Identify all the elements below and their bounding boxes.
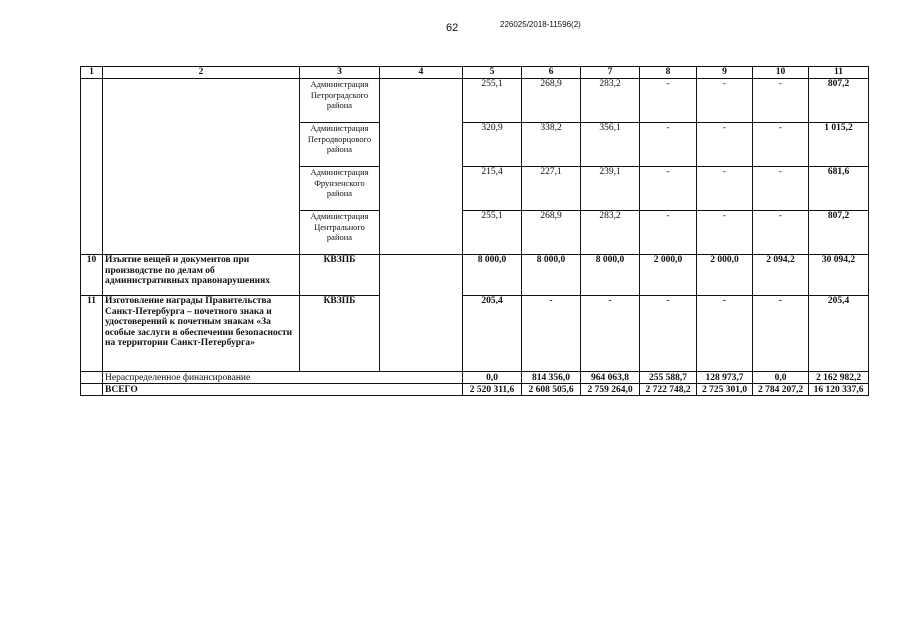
- value-cell: 320,9: [463, 123, 522, 167]
- value-cell: -: [753, 167, 809, 211]
- value-cell: 283,2: [581, 79, 640, 123]
- total-value-cell: 205,4: [809, 296, 869, 372]
- value-cell: -: [640, 211, 697, 255]
- table-row: [81, 79, 869, 123]
- value-cell: 268,9: [522, 79, 581, 123]
- executor-cell: КВЗПБ: [300, 255, 380, 296]
- table-row: [81, 296, 869, 372]
- value-cell: -: [640, 79, 697, 123]
- value-cell: 2 094,2: [753, 255, 809, 296]
- table-row: [81, 255, 869, 296]
- value-cell: 356,1: [581, 123, 640, 167]
- executor-cell: Администрация Центрального района: [300, 211, 380, 255]
- value-cell: -: [640, 123, 697, 167]
- value-cell: 255,1: [463, 79, 522, 123]
- value-cell: -: [697, 296, 753, 372]
- value-cell: 215,4: [463, 167, 522, 211]
- total-value-cell: 16 120 337,6: [809, 384, 869, 396]
- value-cell: -: [753, 296, 809, 372]
- value-cell: 283,2: [581, 211, 640, 255]
- value-cell: 0,0: [463, 372, 522, 384]
- column-header: 2: [103, 67, 300, 79]
- column-header: 3: [300, 67, 380, 79]
- value-cell: 2 000,0: [640, 255, 697, 296]
- value-cell: 2 722 748,2: [640, 384, 697, 396]
- value-cell: 2 000,0: [697, 255, 753, 296]
- value-cell: 8 000,0: [463, 255, 522, 296]
- measure-name-cell: [103, 79, 300, 255]
- value-cell: 268,9: [522, 211, 581, 255]
- total-value-cell: 1 015,2: [809, 123, 869, 167]
- empty-cell: [81, 384, 103, 396]
- value-cell: -: [522, 296, 581, 372]
- column-header: 7: [581, 67, 640, 79]
- value-cell: -: [640, 167, 697, 211]
- value-cell: 255,1: [463, 211, 522, 255]
- empty-cell: [380, 255, 463, 372]
- value-cell: -: [753, 79, 809, 123]
- empty-cell: [81, 372, 103, 384]
- column-header: 5: [463, 67, 522, 79]
- value-cell: 338,2: [522, 123, 581, 167]
- column-header: 8: [640, 67, 697, 79]
- total-value-cell: 30 094,2: [809, 255, 869, 296]
- value-cell: 814 356,0: [522, 372, 581, 384]
- value-cell: -: [697, 211, 753, 255]
- value-cell: 2 725 301,0: [697, 384, 753, 396]
- value-cell: 8 000,0: [581, 255, 640, 296]
- column-header: 4: [380, 67, 463, 79]
- grand-total-label: ВСЕГО: [103, 384, 463, 396]
- empty-cell: [380, 79, 463, 255]
- document-id: 226025/2018-11596(2): [500, 20, 581, 29]
- measure-name-cell: Изъятие вещей и документов при производстве по делам об административных правонарушениях: [103, 255, 300, 296]
- value-cell: -: [697, 79, 753, 123]
- row-number-cell: 10: [81, 255, 103, 296]
- value-cell: 2 520 311,6: [463, 384, 522, 396]
- column-number-row: [81, 67, 869, 79]
- total-value-cell: 681,6: [809, 167, 869, 211]
- value-cell: 964 063,8: [581, 372, 640, 384]
- measure-name-cell: Изготовление награды Правительства Санкт-Петербурга – почетного знака и удостоверений к почетным знакам «За особые заслуги в обеспечении безопасности на территории Санкт-Петербурга»: [103, 296, 300, 372]
- executor-cell: Администрация Петродворцового района: [300, 123, 380, 167]
- value-cell: 2 784 207,2: [753, 384, 809, 396]
- value-cell: 239,1: [581, 167, 640, 211]
- budget-table: [80, 66, 869, 396]
- total-value-cell: 2 162 982,2: [809, 372, 869, 384]
- total-value-cell: 807,2: [809, 79, 869, 123]
- executor-cell: КВЗПБ: [300, 296, 380, 372]
- value-cell: 2 608 505,6: [522, 384, 581, 396]
- value-cell: 0,0: [753, 372, 809, 384]
- executor-cell: Администрация Петроградского района: [300, 79, 380, 123]
- column-header: 1: [81, 67, 103, 79]
- value-cell: -: [753, 123, 809, 167]
- value-cell: -: [581, 296, 640, 372]
- value-cell: -: [640, 296, 697, 372]
- value-cell: 2 759 264,0: [581, 384, 640, 396]
- column-header: 6: [522, 67, 581, 79]
- grand-total-row: [81, 384, 869, 396]
- column-header: 11: [809, 67, 869, 79]
- value-cell: -: [697, 123, 753, 167]
- value-cell: 8 000,0: [522, 255, 581, 296]
- undistributed-label: Нераспределенное финансирование: [103, 372, 463, 384]
- value-cell: 255 588,7: [640, 372, 697, 384]
- value-cell: 205,4: [463, 296, 522, 372]
- column-header: 10: [753, 67, 809, 79]
- undistributed-row: [81, 372, 869, 384]
- value-cell: 227,1: [522, 167, 581, 211]
- value-cell: -: [697, 167, 753, 211]
- total-value-cell: 807,2: [809, 211, 869, 255]
- value-cell: -: [753, 211, 809, 255]
- page-number: 62: [446, 22, 459, 34]
- row-number-cell: 11: [81, 296, 103, 372]
- executor-cell: Администрация Фрунзенского района: [300, 167, 380, 211]
- column-header: 9: [697, 67, 753, 79]
- value-cell: 128 973,7: [697, 372, 753, 384]
- row-number-cell: [81, 79, 103, 255]
